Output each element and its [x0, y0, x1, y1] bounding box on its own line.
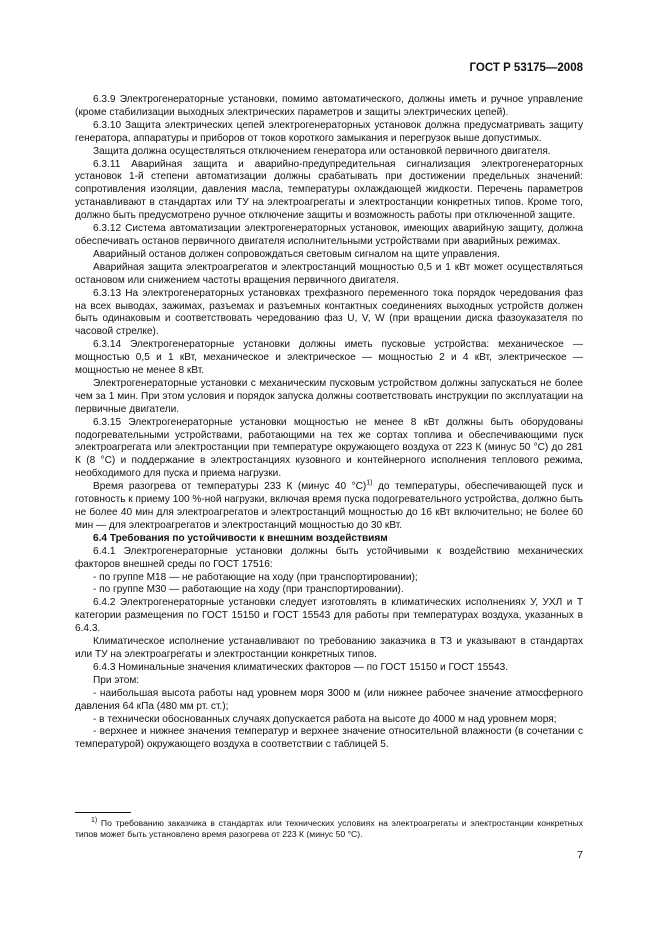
- warmup-text-start: Время разогрева от температуры 233 К (минус 40 °С): [93, 481, 367, 493]
- list-item-m18: - по группе М18 — не работающие на ходу (при транспортировании);: [93, 571, 418, 583]
- paragraph-emergency-protection: Аварийная защита электроагрегатов и электростанций мощностью 0,5 и 1 кВт может осуществляться остановом или снижением частоты вращения первичного двигателя.: [75, 261, 583, 286]
- paragraph-6-3-15: 6.3.15 Электрогенераторные установки мощностью не менее 8 кВт должны быть оборудованы подогревательными устройствами, работающими на тех же сортах топлива и обеспечивающими пуск электроагрегата или электростанции при температуре окружающего воздуха от 223 К (минус 50 °С) до 281 К (8 °С) и поддержание в электростанциях кузовного и контейнерного исполнения теплового режима, необходимого для пуска и приема нагрузки.: [75, 416, 583, 480]
- paragraph-climate-version: Климатическое исполнение устанавливают по требованию заказчика в ТЗ и указывают в стандартах или ТУ на электроагрегаты и электростанции конкретных типов.: [75, 636, 583, 660]
- paragraph-6-3-13: 6.3.13 На электрогенераторных установках трехфазного переменного тока порядок чередования фаз на всех выводах, зажимах, разъемах и разъемных контактных соединениях выходных устройств должен быть одинаковым и соответствовать чередованию фаз U, V, W (при вращении диска фазоуказателя по часовой стрелке).: [75, 287, 583, 338]
- paragraph-6-3-10: 6.3.10 Защита электрических цепей электрогенераторных установок должна предусматривать защиту генератора, аппаратуры и приборов от токов короткого замыкания и перегрузок выше допустимых.: [75, 119, 583, 144]
- paragraph-6-4-1: 6.4.1 Электрогенераторные установки должны быть устойчивыми к воздействию механических факторов внешней среды по ГОСТ 17516:: [75, 545, 583, 570]
- paragraph-with-this: При этом:: [93, 674, 140, 686]
- list-item-m30: - по группе М30 — работающие на ходу (при транспортировании).: [93, 584, 404, 596]
- section-heading-6-4: 6.4 Требования по устойчивости к внешним воздействиям: [93, 532, 388, 544]
- list-item-altitude-exception: - в технически обоснованных случаях допускается работа на высоте до 4000 м над уровнем моря;: [93, 713, 557, 725]
- main-text: [75, 94, 583, 752]
- paragraph-warmup-time: [75, 481, 583, 533]
- paragraph-mechanical-start: Электрогенераторные установки с механическим пусковым устройством должны запускаться не более чем за 1 мин. При этом условия и порядок запуска должны соответствовать инструкции по эксплуатации на первичные двигатели.: [75, 377, 583, 415]
- list-item-altitude: - наибольшая высота работы над уровнем моря 3000 м (или нижнее рабочее значение атмосферного давления 64 кПа (480 мм рт. ст.);: [75, 687, 583, 712]
- paragraph-emergency-stop: Аварийный останов должен сопровождаться световым сигналом на щите управления.: [93, 248, 500, 260]
- paragraph-6-3-12: 6.3.12 Система автоматизации электрогенераторных установок, имеющих аварийную защиту, должна обеспечивать останов первичного двигателя исполнительными устройствами при аварийных режимах.: [75, 223, 583, 247]
- page-number: 7: [577, 849, 583, 861]
- document-code-header: ГОСТ Р 53175—2008: [469, 62, 583, 74]
- footnote-reference: 1): [366, 479, 373, 487]
- paragraph-6-4-3: 6.4.3 Номинальные значения климатических факторов — по ГОСТ 15150 и ГОСТ 15543.: [93, 661, 509, 673]
- warmup-text-end: до температуры, обеспечивающей пуск и готовность к приему 100 %-ной нагрузки, включая время пуска подогревательного устройства, должно быть не более 40 мин для электроагрегатов и электростанций мощностью до 16 кВт включительно; не более 60 мин — для электроагрегатов и электростанций мощностью до 30 кВт.: [75, 481, 583, 531]
- footnote-marker: 1): [91, 817, 98, 825]
- footnote-body: По требованию заказчика в стандартах или технических условиях на электроагрегаты и электростанции конкретных типов может быть установлено время разогрева от 223 К (минус 50 °С).: [75, 818, 583, 840]
- footnote-separator: [75, 812, 131, 813]
- paragraph-6-3-11: 6.3.11 Аварийная защита и аварийно-предупредительная сигнализация электрогенераторных установок 1-й степени автоматизации должны срабатывать при достижении предельных значений: сопротивления изоляции, давления масла, температуры охлаждающей жидкости. Перечень параметров устанавливают в стандартах или ТУ на электроагрегаты и электростанции конкретных типов. Кроме того, должно быть предусмотрено ручное отключение защиты и возможность работы при отключенной защите.: [75, 158, 583, 222]
- footnote: [75, 818, 583, 840]
- paragraph-6-3-14: 6.3.14 Электрогенераторные установки должны иметь пусковые устройства: механическое — мощностью 0,5 и 1 кВт, механическое и электрическое — мощностью 2 и 4 кВт, электрическое — мощностью не менее 8 кВт.: [75, 339, 583, 377]
- list-item-temperature-humidity: - верхнее и нижнее значения температур и верхнее значение относительной влажности (в сочетании с температурой) окружающего воздуха в соответствии с таблицей 5.: [75, 726, 583, 751]
- footnote-text: [75, 818, 583, 840]
- paragraph-6-4-2: 6.4.2 Электрогенераторные установки следует изготовлять в климатических исполнениях У, УХЛ и Т категории размещения по ГОСТ 15150 и ГОСТ 15543 для работы при температурах воздуха, указанных в 6.4.3.: [75, 597, 583, 635]
- paragraph-protection-note: Защита должна осуществляться отключением генератора или остановкой первичного двигателя.: [93, 145, 551, 157]
- paragraph-6-3-9: 6.3.9 Электрогенераторные установки, помимо автоматического, должны иметь и ручное управление (кроме стабилизации выходных электрических параметров и защиты электрических цепей).: [75, 94, 583, 118]
